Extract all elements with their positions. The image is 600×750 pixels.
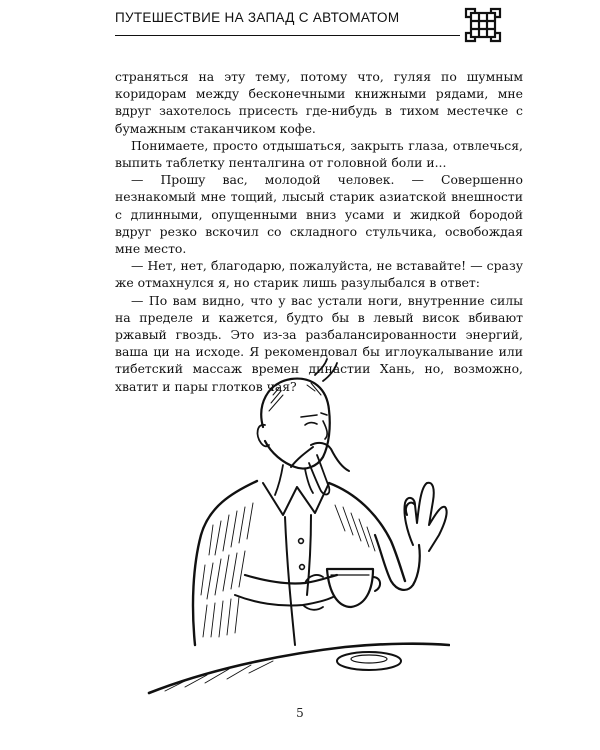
paragraph: — Прошу вас, молодой человек. — Совершенно незнакомый мне тощий, лысый старик азиатской внешности с длинными, опущенными вниз усами и жидкой бородой вдруг резко вскочил со складного стульчика, освобождая мне место. xyxy=(115,172,523,257)
paragraph: Понимаете, просто отдышаться, закрыть глаза, отвлечься, выпить таблетку пенталгина от головной боли и... xyxy=(115,137,523,171)
page-number: 5 xyxy=(296,706,304,720)
running-header xyxy=(115,6,525,38)
paragraph: — Нет, нет, благодарю, пожалуйста, не вставайте! — сразу же отмахнулся я, но старик лишь разулыбался в ответ: xyxy=(115,258,523,291)
body-text xyxy=(115,68,523,395)
header-rule xyxy=(115,35,460,36)
old-man-with-tea-illustration xyxy=(145,355,450,700)
paragraph: страняться на эту тему, потому что, гуляя по шумным коридорам между бесконечными книжными рядами, мне вдруг захотелось присесть где-нибудь в тихом местечке с бумажным стаканчиком кофе. xyxy=(115,69,523,136)
endless-knot-icon xyxy=(463,5,503,45)
running-header-title: ПУТЕШЕСТВИЕ НА ЗАПАД С АВТОМАТОМ xyxy=(115,10,400,25)
paragraph: — По вам видно, что у вас устали ноги, внутренние силы на пределе и кажется, будто бы в левый висок вбивают ржавый гвоздь. Это из-за разбалансированности энергий, ваша ци на исходе. Я рекомендовал бы иглоукалывание или тибетский массаж времен династии Хань, но, возможно, хватит и пары глотков чая? xyxy=(115,292,523,394)
